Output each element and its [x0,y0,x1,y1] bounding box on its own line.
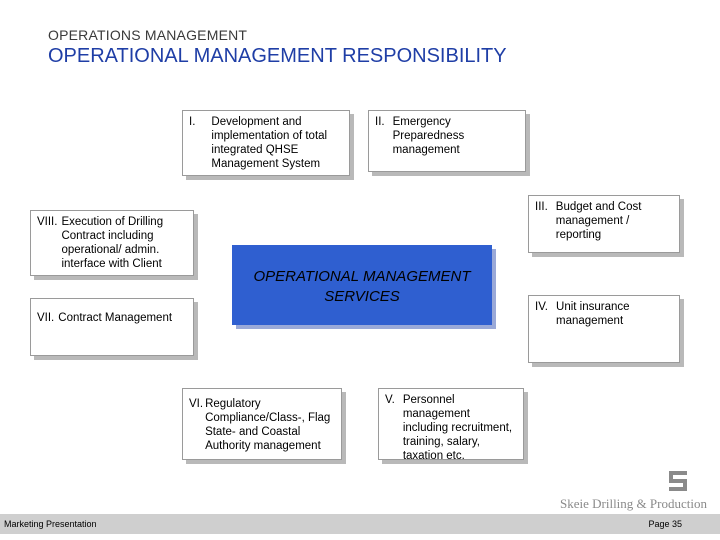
page-number: Page 35 [648,519,682,529]
item-number: VIII. [37,216,58,228]
company-logo-text: Skeie Drilling & Production [560,496,707,511]
item-text: Contract Management [58,312,173,324]
footer-bar [0,514,720,534]
item-text: Regulatory Compliance/Class-, Flag State- and Coastal Authority management [205,398,331,452]
responsibility-box-2 [368,110,526,172]
item-number: III. [535,201,548,213]
responsibility-box-7 [30,298,194,356]
responsibility-box-1 [182,110,350,176]
item-number: IV. [535,301,549,313]
center-services-box [232,245,492,325]
supertitle: OPERATIONS MANAGEMENT [48,27,248,43]
item-number: VI. [189,398,204,410]
responsibility-box-8 [30,210,194,276]
item-number: V. [385,394,395,406]
item-number: II. [375,116,385,128]
item-text: Personnel management including recruitment, training, salary, taxation etc. [402,394,513,462]
item-text: Development and implementation of total integrated QHSE Management System [211,116,328,170]
item-number: VII. [37,312,55,324]
item-number: I. [189,116,196,128]
responsibility-box-6 [182,388,342,460]
responsibility-box-4 [528,295,680,363]
page-title: OPERATIONAL MANAGEMENT RESPONSIBILITY [48,45,507,67]
center-title-line-1: OPERATIONAL MANAGEMENT [253,268,471,285]
center-title-line-2: SERVICES [324,288,400,305]
footer-left-text: Marketing Presentation [4,519,97,529]
item-text: Execution of Drilling Contract including operational/ admin. interface with Client [61,216,164,270]
item-text: Emergency Preparedness management [392,116,465,156]
company-logo-icon [667,470,689,492]
responsibility-box-3 [528,195,680,253]
responsibility-box-5 [378,388,524,460]
item-text: Budget and Cost management / reporting [555,201,642,241]
item-text: Unit insurance management [556,301,630,327]
